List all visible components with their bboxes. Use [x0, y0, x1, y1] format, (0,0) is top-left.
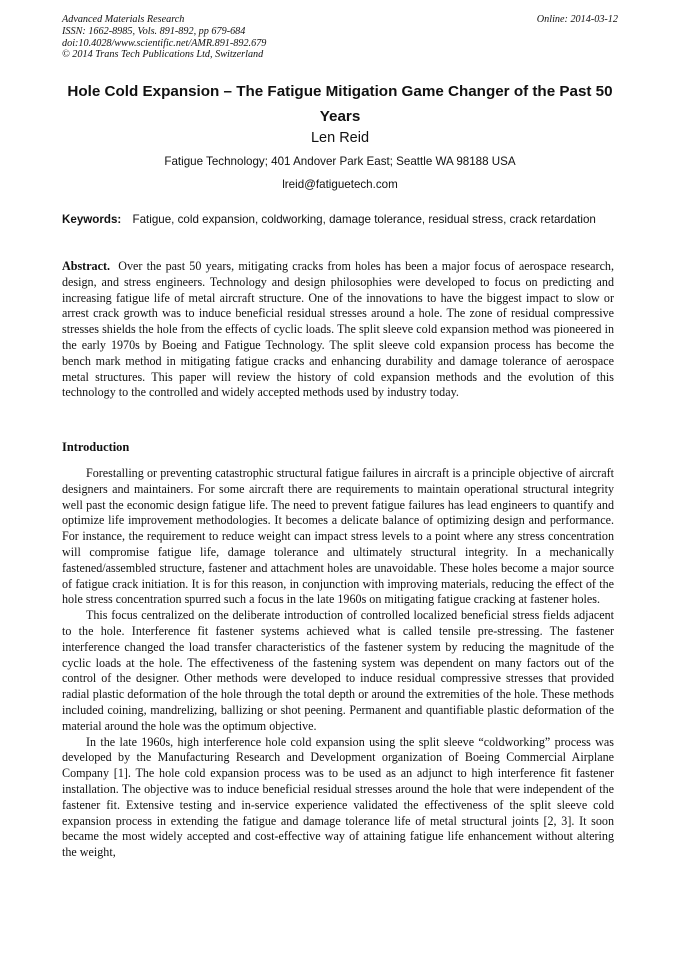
- introduction-body: [62, 466, 614, 861]
- journal-header: [62, 14, 618, 61]
- author-name: Len Reid: [310, 130, 370, 146]
- keywords-block: [62, 212, 614, 227]
- issn-line: ISSN: 1662-8985, Vols. 891-892, pp 679-684: [62, 25, 246, 37]
- keywords-label: Keywords:: [62, 213, 122, 226]
- online-date: Online: 2014-03-12: [536, 14, 618, 25]
- copyright-line: © 2014 Trans Tech Publications Ltd, Switzerland: [62, 49, 264, 61]
- doi-line: doi:10.4028/www.scientific.net/AMR.891-892.679: [62, 37, 267, 49]
- intro-paragraph-3: In the late 1960s, high interference hole cold expansion using the split sleeve “coldworking” process was developed by the Manufacturing Research and Development organization of Boeing Commercial Airplane Company [1]. The hole cold expansion process was to be used as an adjunct to high interference fit fastener installation. The objective was to induce beneficial residual stresses around the hole that were independent of the fastener fit. Extensive testing and in-service experience validated the effectiveness of the split sleeve cold expansion process in extending the fatigue and damage tolerance life of metal structural joints [2, 3]. It soon became the most widely accepted and cost-effective way of attaining fatigue life enhancement without altering the weight,: [62, 734, 614, 860]
- section-heading-introduction: Introduction: [62, 440, 130, 454]
- author-affiliation: Fatigue Technology; 401 Andover Park East; Seattle WA 98188 USA: [164, 155, 516, 168]
- paper-title: Hole Cold Expansion – The Fatigue Mitigation Game Changer of the Past 50 Years: [67, 83, 613, 125]
- abstract-label: Abstract.: [62, 259, 111, 273]
- journal-name: Advanced Materials Research: [62, 14, 185, 25]
- intro-paragraph-1: Forestalling or preventing catastrophic structural fatigue failures in aircraft is a principle objective of aircraft designers and maintainers. For some aircraft there are requirements to maintain operational structural integrity well past the economic design fatigue life. The need to prevent fatigue failures has lead engineers to quantify and optimize life improvement methodologies. It becomes a delicate balance of optimizing design and performance. For instance, the requirement to reduce weight can impact stress levels to a point where any stress concentration will compromise fatigue life, damage tolerance and ultimately structural integrity. In a mechanically fastened/assembled structure, fastener and attachment holes are unavoidable. These holes become a major source of fatigue crack initiation. It is for this reason, in conjunction with improving materials, reducing the effect of the hole stress concentration spurred such a focus in the late 1960s on mitigating fatigue cracking at fastener holes.: [62, 466, 614, 607]
- abstract-text: Over the past 50 years, mitigating cracks from holes has been a major focus of aerospace research, design, and stress engineers. Technology and design philosophies were developed to focus on predicting and increasing fatigue life of metal aircraft structure. One of the innovations to have the biggest impact to slow or arrest crack growth was to induce beneficial residual stresses around a hole. The zone of residual compressive stresses shields the hole from the effects of cyclic loads. The split sleeve cold expansion method was pioneered in the early 1970s by Boeing and Fatigue Technology. The split sleeve cold expansion process has become the bench mark method in mitigating fatigue cracks and enhancing durability and damage tolerance of aerospace metal structures. This paper will review the history of cold expansion methods and the evolution of this technology to the controlled and widely accepted methods used by industry today.: [62, 259, 615, 400]
- intro-paragraph-2: This focus centralized on the deliberate introduction of controlled localized beneficial stress fields adjacent to the hole. Interference fit fastener systems achieved what is called tensile pre-stressing. The fastener interference changed the load transfer characteristics of the fastener system by reducing the magnitude of the cyclic loads at the hole. The effectiveness of the fastening system was dependent on many factors out of the control of the designer. Other methods were developed to induce residual compressive stresses that provided radial plastic deformation of the hole through the total depth or around the extremities of the hole. These methods included coining, mandrelizing, ballizing or shot peening. Permanent and quantifiable plastic deformation of the material around the hole was the optimum objective.: [62, 608, 614, 733]
- author-email[interactable]: lreid@fatiguetech.com: [282, 178, 398, 191]
- keywords-text: Fatigue, cold expansion, coldworking, damage tolerance, residual stress, crack retardation: [132, 213, 596, 226]
- abstract-block: [62, 259, 614, 401]
